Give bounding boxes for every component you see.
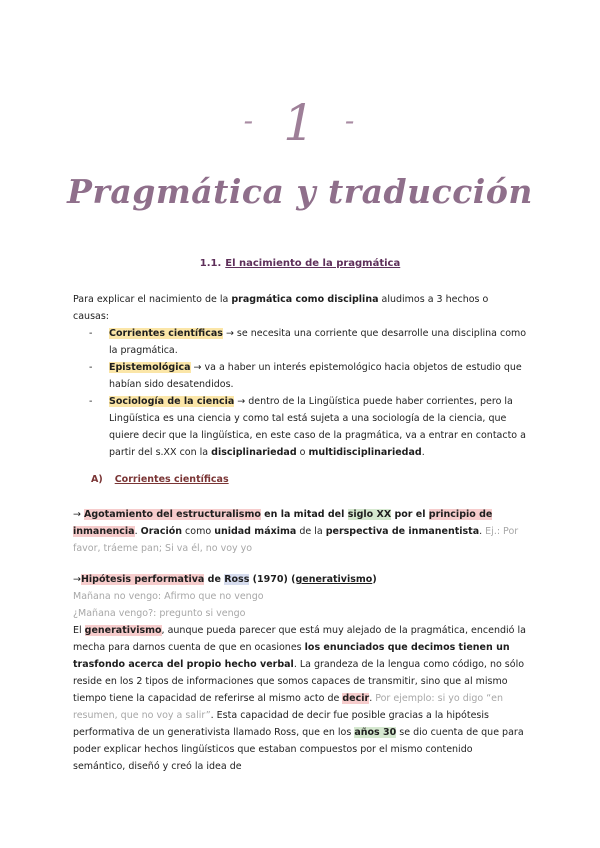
intro-paragraph: Para explicar el nacimiento de la pragmática como disciplina aludimos a 3 hechos o causas: bbox=[73, 294, 489, 322]
chapter-title: Pragmática y traducción bbox=[67, 172, 533, 211]
subsection-heading: A) Corrientes científicas bbox=[91, 474, 229, 485]
section-heading: 1.1. El nacimiento de la pragmática bbox=[199, 258, 401, 269]
example-line: Mañana no vengo: Afirmo que no vengo bbox=[73, 591, 264, 602]
chapter-number: - 1 - bbox=[243, 94, 357, 152]
paragraph-performative: →Hipótesis performativa de Ross (1970) (generativismo) Mañana no vengo: Afirmo que no vengo ¿Mañana vengo?: pregunto si vengo El generativismo, aunque pueda parecer que está muy alejado de la pragmática, encendió la mecha para darnos cuenta de que en ocasiones los enunciados que decimos tienen un trasfondo acerca del propio hecho verbal. La grandeza de la lengua como código, no sólo reside en los 2 tipos de informaciones que somos capaces de transmitir, sino que al mismo tiempo tiene la capacidad de referirse al mismo acto de decir. Por ejemplo: si yo digo “en resumen, que no voy a salir”. Esta capacidad de decir fue posible gracias a la hipótesis performativa de un generativista llamado Ross, que en los años 30 se dio cuenta de que para poder explicar hechos lingüísticos que estaban compuestos por el mismo contenido semántico, diseñó y creó la idea de bbox=[73, 574, 526, 772]
paragraph-structuralism: → Agotamiento del estructuralismo en la mitad del siglo XX por el principio de inmanencia. Oración como unidad máxima de la perspectiva de inmanentista. Ej.: Por favor, tráeme pan; Si va él, no voy yo bbox=[73, 509, 519, 554]
list-item: - Corrientes científicas → se necesita una corriente que desarrolle una disciplina como la pragmática. bbox=[89, 328, 527, 356]
list-item: - Epistemológica → va a haber un interés epistemológico hacia objetos de estudio que habían sido desatendidos. bbox=[89, 362, 522, 390]
example-line: ¿Mañana vengo?: pregunto si vengo bbox=[73, 608, 246, 619]
list-item: - Sociología de la ciencia → dentro de la Lingüística puede haber corrientes, pero la Lingüística es una ciencia y como tal está sujeta a una sociología de la ciencia, que quiere decir que la lingüística, en este caso de la pragmática, va a entrar en contacto a partir del s.XX con la disciplinariedad o multidisciplinariedad. bbox=[89, 396, 526, 458]
intro-block bbox=[73, 291, 527, 461]
causes-list bbox=[73, 325, 527, 461]
